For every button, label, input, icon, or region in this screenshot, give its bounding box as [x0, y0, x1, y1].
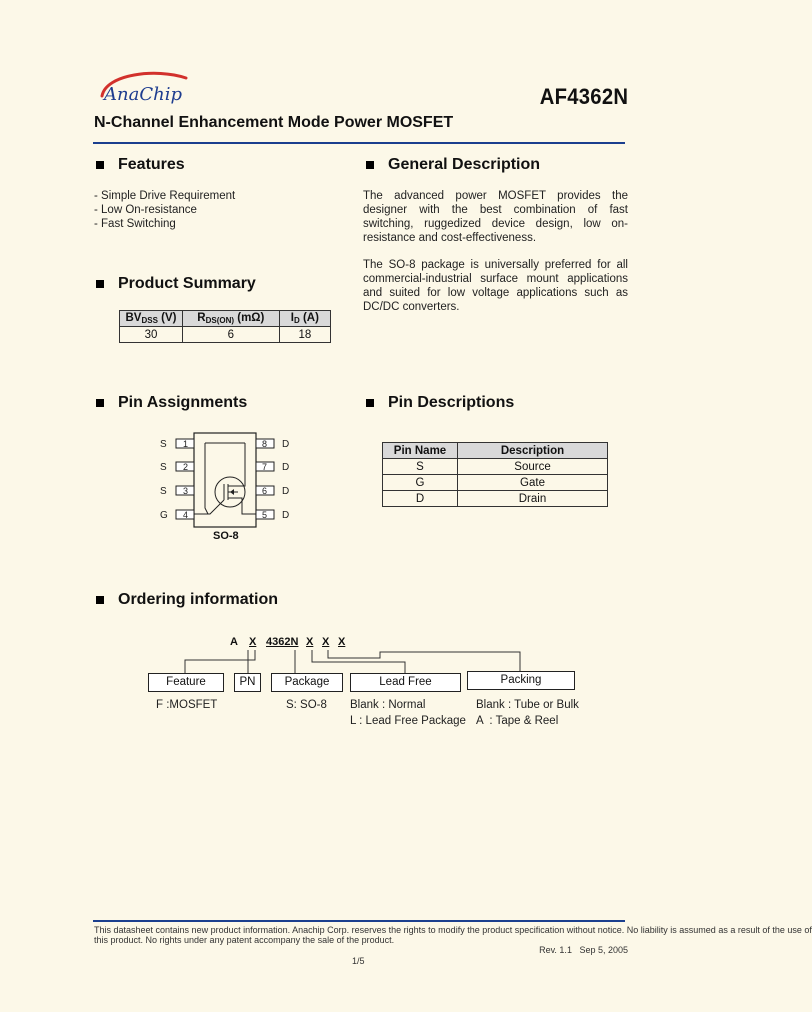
- footer-disclaimer: This datasheet contains new product information. Anachip Corp. reserves the rights to modify the product specification without notice. No liability is assumed as a result of the use of: [94, 925, 812, 935]
- table-cell: 18: [279, 327, 330, 343]
- bullet-square-icon: [96, 399, 104, 407]
- code-part: X: [322, 636, 330, 648]
- bullet-square-icon: [366, 161, 374, 169]
- part-number: AF4362N: [539, 84, 628, 109]
- logo-text: AnaChip: [104, 84, 182, 105]
- pin-label: S: [160, 486, 167, 497]
- pin-label: S: [160, 439, 167, 450]
- features-heading: Features: [96, 156, 185, 174]
- pin-number: 2: [183, 462, 189, 472]
- pin-label: D: [282, 439, 290, 450]
- bullet-square-icon: [96, 280, 104, 288]
- table-cell: G: [383, 475, 458, 491]
- table-cell: Drain: [458, 491, 608, 507]
- code-part: 4362N: [266, 636, 299, 648]
- general-description-p1: The advanced power MOSFET provides the designer with the best combination of fast switching, ruggedized device design, low on-resistance and cost-effectiveness.: [363, 190, 628, 244]
- footer-disclaimer: this product. No rights under any patent accompany the sale of the product.: [94, 935, 395, 945]
- pin-number: 3: [183, 486, 189, 496]
- list-item: - Fast Switching: [94, 218, 176, 230]
- ordering-note-leadfree: L : Lead Free Package: [350, 715, 466, 727]
- table-cell: Gate: [458, 475, 608, 491]
- header-rule: [93, 142, 625, 144]
- ordering-note-packing: A : Tape & Reel: [476, 715, 559, 727]
- table-row: [383, 491, 608, 507]
- features-list: [94, 189, 235, 231]
- pin-descriptions-table: [382, 442, 608, 507]
- table-row: [120, 327, 331, 343]
- ordering-box-pn: PN: [234, 673, 261, 692]
- pin-number: 7: [262, 462, 268, 472]
- page-number: 1/5: [352, 956, 365, 966]
- pin-number: 6: [262, 486, 268, 496]
- pin-number: 4: [183, 510, 189, 520]
- code-part: X: [306, 636, 314, 648]
- package-label: SO-8: [213, 530, 239, 542]
- pin-number: 8: [262, 439, 268, 449]
- column-header: $I_D$ (A): [279, 311, 330, 327]
- code-part: X: [338, 636, 346, 648]
- table-cell: S: [383, 459, 458, 475]
- general-description-heading: General Description: [366, 156, 540, 174]
- table-row: [383, 459, 608, 475]
- footer-rule: [93, 920, 625, 922]
- page-subtitle: N-Channel Enhancement Mode Power MOSFET: [94, 114, 454, 131]
- pin-label: G: [160, 510, 168, 521]
- general-description-p2: The SO-8 package is universally preferred for all commercial-industrial surface mount applications and suited for low voltage applications such as DC/DC converters.: [363, 259, 628, 313]
- table-row: [383, 475, 608, 491]
- ordering-box-lead-free: Lead Free: [350, 673, 461, 692]
- pin-label: S: [160, 462, 167, 473]
- ordering-box-packing: Packing: [467, 671, 575, 690]
- column-header: Pin Name: [383, 443, 458, 459]
- bullet-square-icon: [96, 596, 104, 604]
- pin-assignments-heading: Pin Assignments: [96, 394, 247, 412]
- list-item: - Low On-resistance: [94, 204, 197, 216]
- pin-label: D: [282, 510, 290, 521]
- code-part: X: [249, 636, 257, 648]
- pin-descriptions-heading: Pin Descriptions: [366, 394, 514, 412]
- table-cell: 6: [182, 327, 279, 343]
- ordering-note-package: S: SO-8: [286, 699, 327, 711]
- table-cell: Source: [458, 459, 608, 475]
- list-item: - Simple Drive Requirement: [94, 190, 236, 202]
- pin-number: 1: [183, 439, 189, 449]
- pin-label: D: [282, 462, 290, 473]
- ordering-box-package: Package: [271, 673, 343, 692]
- column-header: Description: [458, 443, 608, 459]
- pin-number: 5: [262, 510, 268, 520]
- ordering-note-leadfree: Blank : Normal: [350, 699, 426, 711]
- table-cell: 30: [120, 327, 183, 343]
- product-summary-table: [119, 310, 331, 343]
- anachip-logo: [96, 66, 216, 112]
- so8-pinout-diagram: [150, 428, 310, 548]
- table-cell: D: [383, 491, 458, 507]
- bullet-square-icon: [366, 399, 374, 407]
- column-header: $BV_{DSS}$ (V): [120, 311, 183, 327]
- ordering-note-feature: F :MOSFET: [156, 699, 218, 711]
- footer-revision: Rev. 1.1 Sep 5, 2005: [539, 945, 628, 955]
- column-header: $R_{DS(ON)}$ (mΩ): [182, 311, 279, 327]
- ordering-box-feature: Feature: [148, 673, 224, 692]
- ordering-note-packing: Blank : Tube or Bulk: [476, 699, 579, 711]
- bullet-square-icon: [96, 161, 104, 169]
- product-summary-heading: Product Summary: [96, 275, 256, 293]
- ordering-heading: Ordering information: [96, 591, 278, 609]
- code-part: A: [230, 636, 238, 648]
- pin-label: D: [282, 486, 290, 497]
